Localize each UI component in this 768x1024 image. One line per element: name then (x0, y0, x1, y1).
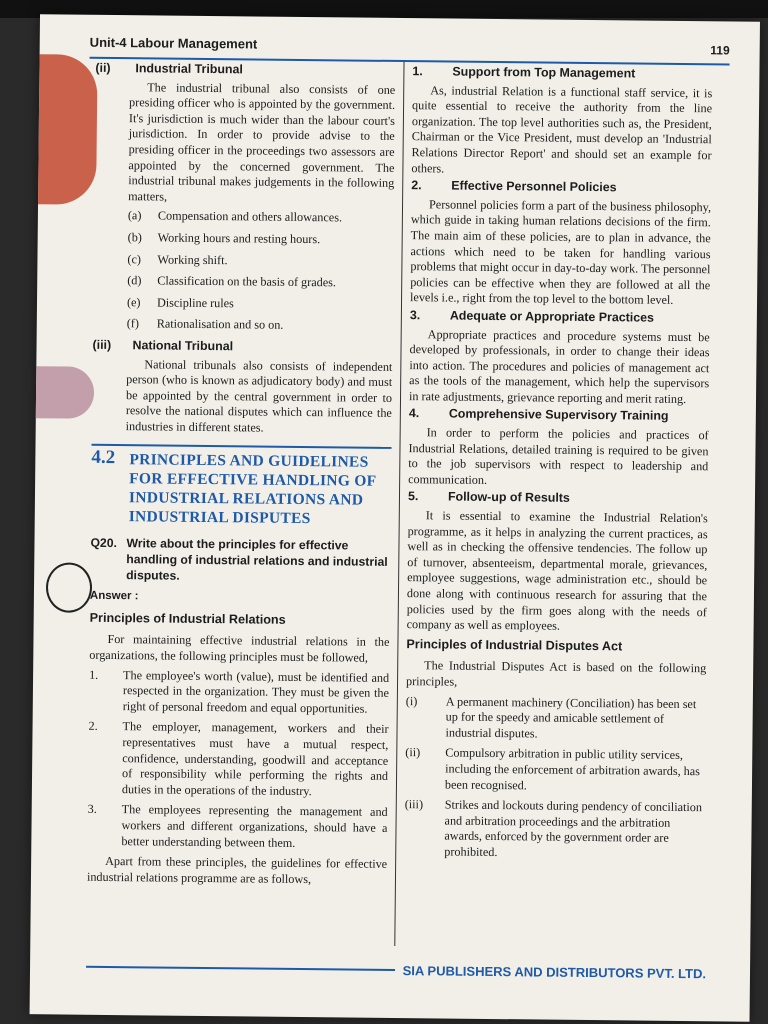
book-page (30, 14, 760, 1021)
list-item (128, 230, 394, 248)
guideline-number: 3. (409, 308, 421, 323)
handwritten-circle-mark (46, 562, 93, 612)
guideline-heading (409, 407, 709, 426)
list-text: Classification on the basis of grades. (157, 273, 337, 290)
list-marker: (b) (127, 230, 142, 245)
list-text: Strikes and lockouts during pendency of conciliation and arbitration proceedings and the arbitration awards, enforced by the government order are prohibited. (444, 797, 703, 859)
publisher-name: SIA PUBLISHERS AND DISTRIBUTORS PVT. LTD. (402, 962, 707, 981)
list-text: Discipline rules (156, 295, 234, 310)
list-marker: 3. (87, 802, 97, 817)
list-item (127, 316, 393, 334)
paragraph: Personnel policies form a part of the business philosophy, which guide in taking human relations decisions of the firm. The main aim of these policies, are to plan in advance, the actions which need to be taken for handling various problems that might occur in day-to-day work. The personnel policies can be effective when they are followed at all the levels i.e., right from the top level to the bottom level. (410, 197, 712, 308)
list-marker: (f) (126, 316, 140, 331)
fingernail-overlay (36, 366, 95, 419)
guideline-title: Follow-up of Results (447, 489, 570, 506)
list-text: Working shift. (157, 252, 228, 267)
answer-label: Answer : (89, 590, 139, 603)
guideline-heading (410, 308, 710, 327)
list-item (89, 667, 389, 717)
list-marker: 2. (88, 719, 98, 734)
question-number: Q20. (90, 536, 117, 551)
guideline-title: Effective Personnel Policies (451, 178, 617, 195)
list-marker: (a) (127, 208, 142, 223)
list-item (127, 273, 393, 291)
section-heading (91, 444, 392, 529)
finger-overlay (38, 54, 98, 205)
list-item (405, 745, 705, 795)
right-column (394, 62, 712, 949)
list-item (404, 797, 705, 863)
paragraph: For maintaining effective industrial relations in the organizations, the following principles must be followed, (89, 632, 390, 665)
footer-rule (86, 966, 395, 971)
principles-list (87, 667, 389, 852)
ida-heading: Principles of Industrial Disputes Act (406, 636, 623, 654)
subsection-title: National Tribunal (132, 338, 234, 354)
question-text: Write about the principles for effective handling of industrial relations and industrial disputes. (126, 536, 388, 583)
page-footer (86, 957, 706, 983)
list-marker: (d) (127, 273, 142, 288)
guideline-heading (411, 178, 711, 197)
subsection-heading (92, 338, 392, 357)
guideline-number: 1. (412, 64, 423, 79)
list-item (128, 209, 394, 227)
subsection-heading (95, 61, 395, 80)
list-marker: (c) (127, 251, 142, 266)
list-marker: (iii) (404, 797, 424, 812)
subsection-marker: (ii) (95, 60, 111, 75)
list-marker: (ii) (405, 745, 421, 760)
guideline-title: Support from Top Management (452, 64, 636, 81)
paragraph: The industrial tribunal also consists of one presiding officer who is appointed by the government. It's jurisdiction is much wider than the labour court's jurisdiction. In order to provide advise to the presiding officer in the proceedings two assessors are appointed by the concerned government. The industrial tribunal makes judgements in the following matters, (128, 79, 396, 204)
paragraph: As, industrial Relation is a functional staff service, it is quite essential to receive the authority from the line organization. The top level authorities such as, the President, Chairman or the Vice President, must develop an 'Industrial Relations Director Report' and should set an example for others. (411, 82, 713, 176)
list-text: Compensation and others allowances. (157, 208, 343, 225)
paragraph: Appropriate practices and procedure systems must be developed by professionals, in order to change their ideas into action. The procedures and policies of management act as the tools of the management, which help the supervisors in rate adjustments, grievance reporting and merit rating. (408, 326, 710, 406)
list-item (88, 719, 389, 800)
guideline-number: 4. (408, 406, 420, 421)
ida-list (404, 694, 706, 863)
guideline-number: 5. (407, 489, 419, 504)
list-text: Rationalisation and so on. (156, 316, 284, 333)
question (90, 536, 390, 586)
list-marker: (e) (126, 294, 141, 310)
unit-title: Unit-4 Labour Management (89, 34, 258, 52)
guideline-title: Adequate or Appropriate Practices (449, 308, 654, 325)
guideline-number: 2. (411, 178, 422, 193)
list-item (127, 295, 393, 313)
left-column (87, 59, 396, 890)
list-text: The employer, management, workers and their representatives must have a mutual respect, confidence, understanding, goodwill and acceptance of responsibility while performing the rights and duties in the operations of the industry. (121, 719, 389, 798)
page-number: 119 (710, 43, 730, 58)
guideline-heading (412, 64, 712, 83)
list-text: The employee's worth (value), must be identified and respected in the organization. They must be given the right of personal freedom and equal opportunities. (122, 667, 390, 716)
list-marker: 1. (89, 667, 99, 682)
section-title: PRINCIPLES AND GUIDELINES FOR EFFECTIVE HANDLING OF INDUSTRIAL RELATIONS AND INDUSTRIAL DISPUTES (128, 451, 376, 528)
section-number: 4.2 (91, 447, 116, 469)
paragraph: It is essential to examine the Industrial Relation's programme, as it helps in analyzing the current practices, as well as in checking the offensive tendencies. The follow up of turnover, absenteeism, departmental morale, grievances, employee suggestions, wage administration etc., should be done along with continuous research for assuring that the policies used by the firm goes along with the needs of company as well as employees. (406, 508, 708, 633)
list-text: Working hours and resting hours. (157, 230, 321, 247)
guideline-title: Comprehensive Supervisory Training (448, 407, 669, 424)
list-text: Compulsory arbitration in public utility services, including the enforcement of arbitration awards, has been recognised. (444, 745, 701, 792)
list-text: The employees representing the management and workers and different organizations, should have a better understanding between them. (121, 802, 388, 850)
paragraph: In order to perform the policies and practices of Industrial Relations, detailed training is required to be given to the job supervisors with respect to leadership and communication. (408, 425, 709, 487)
paragraph: The Industrial Disputes Act is based on the following principles, (405, 658, 707, 689)
paragraph: Apart from these principles, the guidelines for effective industrial relations programme are as follows, (86, 854, 388, 886)
list-text: A permanent machinery (Conciliation) has been set up for the speedy and amicable settlement of industrial disputes. (445, 694, 697, 741)
list-item (405, 694, 705, 744)
list-item (87, 802, 387, 852)
list-marker: (i) (405, 693, 418, 708)
paragraph: National tribunals also consists of independent person (who is known as adjudicatory body) and must be appointed by the central government in order to resolve the national disputes which can influence the industries in different states. (125, 356, 393, 435)
list-item (127, 252, 393, 270)
subsection-title: Industrial Tribunal (135, 61, 243, 77)
guideline-heading (408, 490, 708, 509)
principles-heading: Principles of Industrial Relations (89, 610, 286, 627)
subsection-marker: (iii) (92, 337, 112, 352)
matters-list (127, 209, 394, 335)
